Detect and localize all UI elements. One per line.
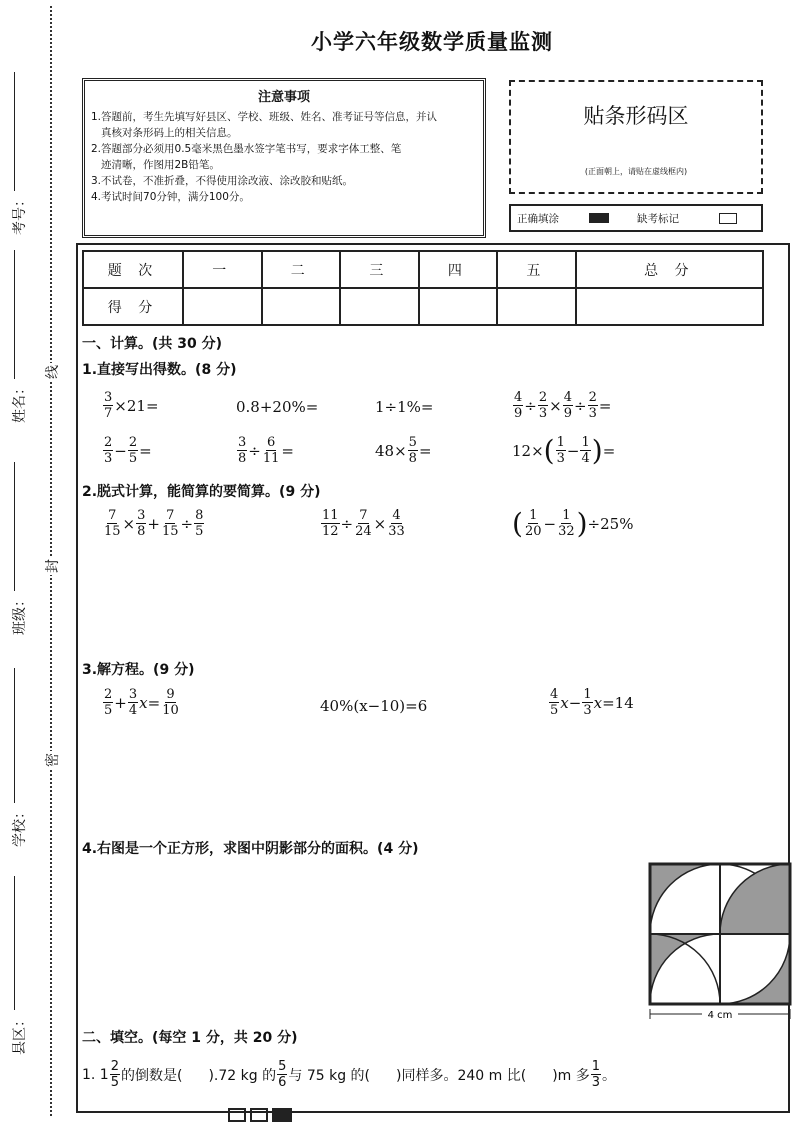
q3-title: 3.解方程。(9 分) (82, 662, 195, 678)
seal-char-xian: 线 (42, 363, 62, 381)
q1-expr-4: $\frac{4}{9}$ ÷ $\frac{2}{3}$ × $\frac{4}{9}$ ÷ $\frac{2}{3}$ = (514, 390, 612, 421)
q1-title: 1.直接写出得数。(8 分) (82, 362, 237, 378)
figure-dimension-label: 4 cm (707, 1010, 733, 1021)
binding-label-class: 班级： (9, 591, 29, 637)
notice-line-2: 真核对条形码上的相关信息。 (101, 127, 238, 139)
binding-label-county: 县区： (9, 1011, 29, 1057)
notice-heading: 注意事项 (257, 90, 310, 105)
binding-label-kaohao: 考号： (9, 191, 29, 237)
filled-box-icon (589, 213, 609, 223)
kaohao-line (14, 72, 15, 192)
missing-mark-checkbox[interactable] (719, 213, 737, 224)
s2-q1-line: 1. 1 $\frac{2}{5}$ 的倒数是( ).72 kg 的 $\frac{5}{6}$ 与 75 kg 的( )同样多。240 m 比( )m 多 $\frac{1}{3}$ 。 (82, 1059, 617, 1090)
q3-expr-2: 40%(x−10)=6 (320, 697, 428, 715)
q1-expr-1: $\frac{3}{7}$ × 21 = (104, 390, 159, 421)
barcode-area (509, 80, 763, 194)
correct-fill-label: 正确填涂 (517, 212, 559, 225)
alignment-mark (228, 1108, 246, 1122)
score-cell[interactable] (576, 288, 763, 325)
seal-char-mi: 密 (42, 751, 62, 769)
q1-expr-5: $\frac{2}{3}$ − $\frac{2}{5}$ = (104, 435, 152, 466)
square-figure (646, 860, 794, 1026)
barcode-title: 贴条形码区 (583, 104, 689, 128)
section1-title: 一、计算。(共 30 分) (82, 336, 223, 352)
score-table (82, 250, 764, 326)
class-line (14, 462, 15, 592)
score-header-cell: 二 (262, 251, 341, 288)
score-cell[interactable] (340, 288, 419, 325)
q1-expr-3: 1÷1% = (375, 398, 434, 416)
fill-mark-row (509, 204, 763, 232)
score-header-cell: 一 (183, 251, 262, 288)
q1-expr-8: 12 × ( $\frac{1}{3}$ − $\frac{1}{4}$ ) = (512, 433, 616, 467)
q2-title: 2.脱式计算，能简算的要简算。(9 分) (82, 484, 321, 500)
section2-title: 二、填空。(每空 1 分，共 20 分) (82, 1030, 298, 1046)
name-line (14, 250, 15, 380)
binding-label-school: 学校： (9, 803, 29, 849)
missing-mark-label: 缺考标记 (637, 212, 679, 225)
score-header-cell: 四 (419, 251, 498, 288)
score-table-row (83, 288, 763, 325)
notice-line-5: 3.不试卷，不准折叠，不得使用涂改液、涂改胶和贴纸。 (91, 175, 354, 187)
notice-line-3: 2.答题部分必须用0.5毫米黑色墨水签字笔书写，要求字体工整、笔 (91, 143, 402, 155)
q2-expr-1: $\frac{7}{15}$ × $\frac{3}{8}$ + $\frac{7}{15}$ ÷ $\frac{8}{5}$ (104, 508, 204, 539)
score-header-cell: 五 (497, 251, 576, 288)
q1-expr-2: 0.8+20% = (236, 398, 319, 416)
notice-line-4: 迹清晰，作图用2B铅笔。 (101, 159, 220, 171)
q2-expr-2: $\frac{11}{12}$ ÷ $\frac{7}{24}$ × $\frac{4}{33}$ (322, 508, 405, 539)
q1-expr-7: 48 × $\frac{5}{8}$ = (375, 435, 432, 466)
barcode-note: (正面朝上，请贴在虚线框内) (584, 167, 688, 176)
score-cell[interactable] (183, 288, 262, 325)
score-header-cell: 三 (340, 251, 419, 288)
alignment-mark (272, 1108, 292, 1122)
q3-expr-3: $\frac{4}{5}$ x − $\frac{1}{3}$ x = 14 (550, 687, 634, 718)
q3-expr-1: $\frac{2}{5}$ + $\frac{3}{4}$ x = $\frac{9}{10}$ (104, 687, 179, 718)
notice-line-6: 4.考试时间70分钟，满分100分。 (91, 191, 250, 203)
q2-expr-3: ( $\frac{1}{20}$ − $\frac{1}{32}$ ) ÷25% (512, 506, 634, 540)
q4-title: 4.右图是一个正方形，求图中阴影部分的面积。(4 分) (82, 841, 419, 857)
score-table-header (83, 251, 763, 288)
score-header-cell: 题 次 (83, 251, 183, 288)
score-cell[interactable] (497, 288, 576, 325)
page-alignment-marks (228, 1108, 292, 1122)
page-title: 小学六年级数学质量监测 (311, 30, 553, 54)
q1-expr-6: $\frac{3}{8}$ ÷ $\frac{6}{11}$ = (238, 435, 294, 466)
score-row-label: 得 分 (83, 288, 183, 325)
score-cell[interactable] (419, 288, 498, 325)
alignment-mark (250, 1108, 268, 1122)
binding-label-name: 姓名： (9, 379, 29, 425)
score-cell[interactable] (262, 288, 341, 325)
notice-box (82, 78, 486, 238)
notice-line-1: 1.答题前，考生先填写好县区、学校、班级、姓名、准考证号等信息，并认 (91, 111, 438, 123)
county-line (14, 876, 15, 1010)
school-line (14, 668, 15, 804)
seal-char-feng: 封 (42, 557, 62, 575)
score-header-cell: 总 分 (576, 251, 763, 288)
